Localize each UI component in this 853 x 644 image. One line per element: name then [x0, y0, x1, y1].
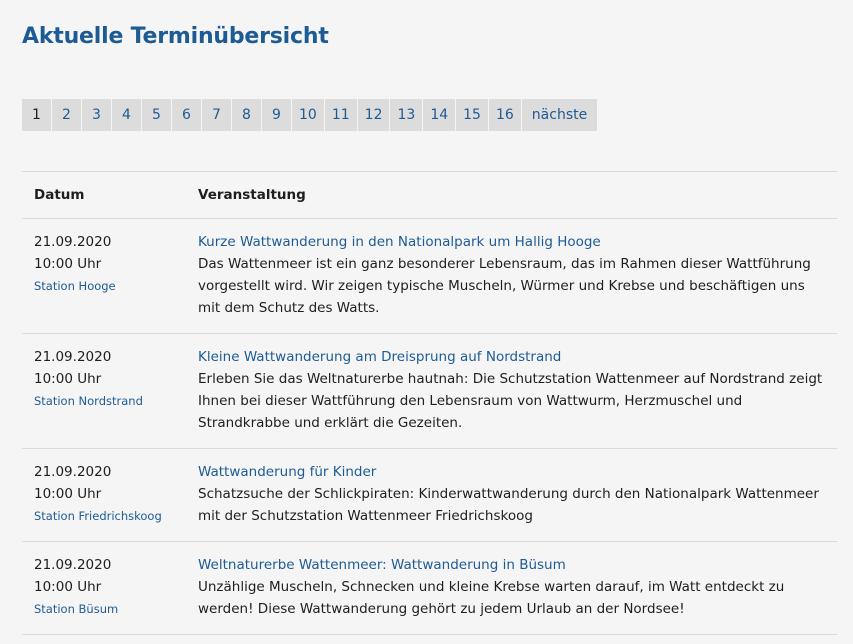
page-link-3[interactable]: 3: [82, 99, 111, 131]
page-link-11[interactable]: 11: [325, 99, 357, 131]
event-title-link[interactable]: Weltnaturerbe Wattenmeer: Wattwanderung in Büsum: [198, 557, 566, 573]
date-cell: [22, 219, 194, 334]
page-link-15[interactable]: 15: [456, 99, 488, 131]
column-header-date: Datum: [22, 172, 194, 219]
event-title-link[interactable]: Wattwanderung für Kinder: [198, 464, 377, 480]
page-title: Aktuelle Terminübersicht: [22, 24, 329, 49]
event-title-link[interactable]: Kleine Wattwanderung am Dreisprung auf Nordstrand: [198, 349, 562, 365]
page-link-14[interactable]: 14: [423, 99, 455, 131]
station-link[interactable]: Station Nordstrand: [34, 394, 143, 408]
table-header-row: [22, 172, 837, 219]
event-date: 21.09.2020: [34, 557, 112, 573]
date-cell: [22, 449, 194, 542]
event-date: 21.09.2020: [34, 464, 112, 480]
event-date: 21.09.2020: [34, 234, 112, 250]
page-link-1[interactable]: 1: [22, 99, 51, 131]
event-time: 10:00 Uhr: [34, 256, 102, 272]
event-description: Das Wattenmeer ist ein ganz besonderer Lebensraum, das im Rahmen dieser Wattführung vorgestellt wird. Wir zeigen typische Muscheln, Würmer und Krebse und beschäftigen uns mit dem Schutz des Watts.: [198, 256, 811, 316]
event-cell: [194, 449, 837, 542]
page-link-4[interactable]: 4: [112, 99, 141, 131]
table-row: [22, 449, 837, 542]
event-description: Erleben Sie das Weltnaturerbe hautnah: Die Schutzstation Wattenmeer auf Nordstrand zeigt Ihnen bei dieser Wattführung den Lebensraum von Wattwurm, Herzmuschel und Strandkrabbe und erklärt die Gezeiten.: [198, 371, 823, 431]
event-title-link[interactable]: Kurze Wattwanderung in den Nationalpark um Hallig Hooge: [198, 234, 601, 250]
table-row: [22, 542, 837, 635]
page-link-5[interactable]: 5: [142, 99, 171, 131]
page-link-8[interactable]: 8: [232, 99, 261, 131]
event-description: Schatzsuche der Schlickpiraten: Kinderwattwanderung durch den Nationalpark Wattenmeer mit der Schutzstation Wattenmeer Friedrichskoog: [198, 486, 819, 524]
page-link-9[interactable]: 9: [262, 99, 291, 131]
station-link[interactable]: Station Friedrichskoog: [34, 509, 162, 523]
event-date: 21.09.2020: [34, 349, 112, 365]
page-link-13[interactable]: 13: [390, 99, 422, 131]
date-cell: [22, 334, 194, 449]
event-cell: [194, 542, 837, 635]
table-row: [22, 219, 837, 334]
page-link-6[interactable]: 6: [172, 99, 201, 131]
event-description: Unzählige Muscheln, Schnecken und kleine Krebse warten darauf, im Watt entdeckt zu werden! Diese Wattwanderung gehört zu jedem Urlaub an der Nordsee!: [198, 579, 785, 617]
events-table: [22, 171, 837, 635]
event-cell: [194, 334, 837, 449]
date-cell: [22, 542, 194, 635]
page-link-16[interactable]: 16: [489, 99, 521, 131]
station-link[interactable]: Station Hooge: [34, 279, 116, 293]
page-link-7[interactable]: 7: [202, 99, 231, 131]
event-time: 10:00 Uhr: [34, 579, 102, 595]
event-cell: [194, 219, 837, 334]
column-header-event: Veranstaltung: [194, 172, 837, 219]
page-link-12[interactable]: 12: [358, 99, 390, 131]
next-page-link[interactable]: nächste: [522, 99, 597, 131]
pagination: [22, 99, 597, 131]
table-row: [22, 334, 837, 449]
event-time: 10:00 Uhr: [34, 371, 102, 387]
event-time: 10:00 Uhr: [34, 486, 102, 502]
page-link-2[interactable]: 2: [52, 99, 81, 131]
page-link-10[interactable]: 10: [292, 99, 324, 131]
station-link[interactable]: Station Büsum: [34, 602, 119, 616]
